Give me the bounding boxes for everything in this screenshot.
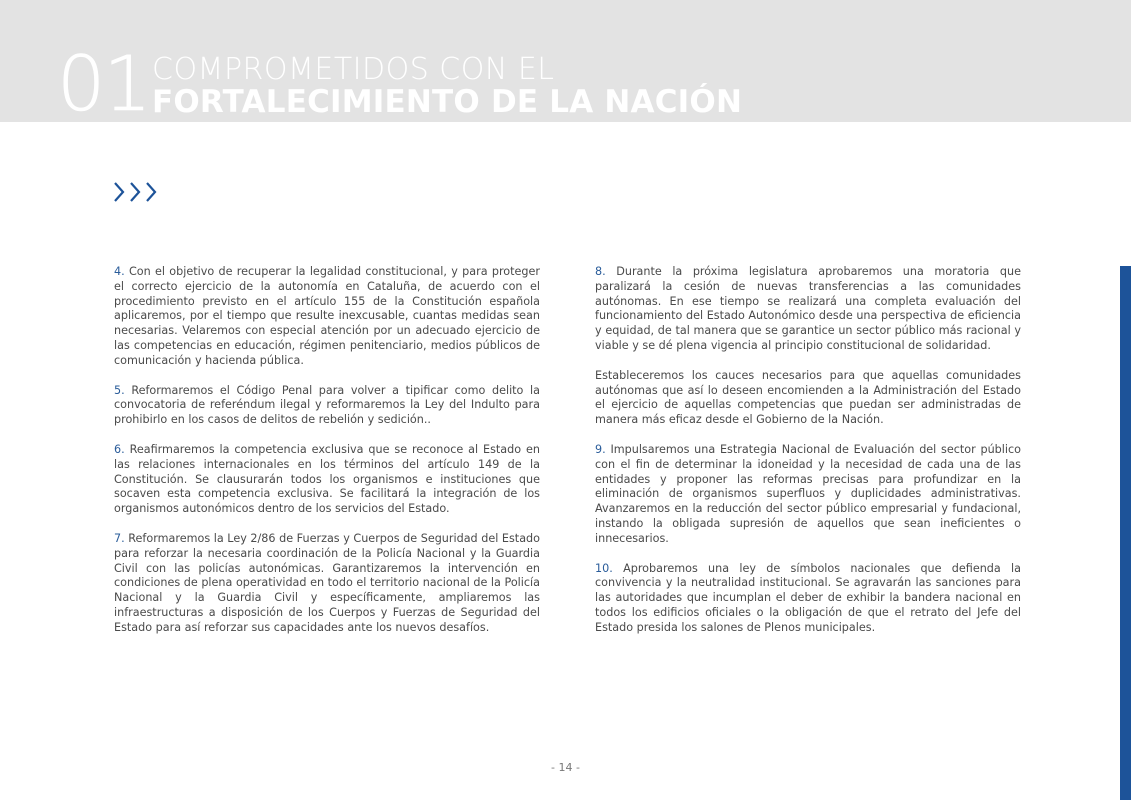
item-number: 9.: [595, 442, 606, 456]
paragraph-text: Estableceremos los cauces necesarios para que aquellas comunidades autónomas que así lo deseen encomienden a la Administración del Estado el ejercicio de aquellas competencias que puedan ser administradas de manera más eficaz desde el Gobierno de la Nación.: [595, 368, 1021, 427]
paragraph-8: [595, 265, 1021, 354]
paragraph-text: Reafirmaremos la competencia exclusiva que se reconoce al Estado en las relaciones internacionales en los términos del artículo 149 de la Constitución. Se clausurarán todos los organismos e instituciones que socaven esta competencia exclusiva. Se facilitará la integración de los organismos autonómicos dentro de los servicios del Estado.: [114, 442, 540, 516]
item-number: 8.: [595, 265, 606, 278]
paragraph-text: Reformaremos la Ley 2/86 de Fuerzas y Cuerpos de Seguridad del Estado para reforzar la necesaria coordinación de la Policía Nacional y la Guardia Civil con las policías autonómicas. Garantizaremos la intervención en condiciones de plena operatividad en todo el territorio nacional de la Policía Nacional y la Guardia Civil y específicamente, ampliaremos las infraestructuras a disposición de los Cuerpos y Fuerzas de Seguridad del Estado para así reforzar sus capacidades ante los nuevos desafíos.: [114, 531, 540, 634]
item-number: 7.: [114, 531, 125, 545]
paragraph-8-continued: [595, 369, 1021, 428]
page-number: - 14 -: [551, 761, 580, 774]
section-title-line2: FORTALECIMIENTO DE LA NACIÓN: [152, 84, 743, 120]
item-number: 4.: [114, 265, 125, 278]
item-number: 10.: [595, 561, 613, 575]
paragraph-text: Con el objetivo de recuperar la legalidad constitucional, y para proteger el correcto ejercicio de la autonomía en Cataluña, de acuerdo con el procedimiento previsto en el artículo 155 de la Constitución española aplicaremos, por el tiempo que resulte inexcusable, cuantas medidas sean necesarias. Velaremos con especial atención por un adecuado ejercicio de las competencias en educación, régimen penitenciario, medios públicos de comunicación y hacienda pública.: [114, 265, 540, 367]
paragraph-text: Reformaremos el Código Penal para volver a tipificar como delito la convocatoria de referéndum ilegal y reformaremos la Ley del Indulto para prohibirlo en los casos de delitos de rebelión y sedición..: [114, 383, 540, 427]
section-title-line1: COMPROMETIDOS CON EL: [152, 52, 555, 87]
header-band: [0, 0, 1131, 128]
paragraph-text: Impulsaremos una Estrategia Nacional de Evaluación del sector público con el fin de determinar la idoneidad y la necesidad de cada una de las entidades y proponer las reformas precisas para profundizar en la eliminación de organismos superfluos y duplicidades administrativas. Avanzaremos en la reducción del sector público empresarial y fundacional, instando la obligada supresión de aquellos que sean ineficientes o innecesarios.: [595, 442, 1021, 545]
section-number: 01: [57, 39, 150, 128]
paragraph-5: [114, 384, 540, 428]
left-column: [114, 265, 540, 651]
paragraph-7: [114, 532, 540, 636]
triple-chevron-right-icon: [113, 180, 163, 204]
paragraph-9: [595, 443, 1021, 547]
paragraph-6: [114, 443, 540, 517]
item-number: 5.: [114, 383, 125, 397]
right-column: [595, 265, 1021, 651]
paragraph-text: Aprobaremos una ley de símbolos nacionales que defienda la convivencia y la neutralidad institucional. Se agravarán las sanciones para las autoridades que incumplan el deber de exhibir la bandera nacional en todos los edificios oficiales o la obligación de que el retrato del Jefe del Estado presida los salones de Plenos municipales.: [595, 561, 1021, 634]
side-accent-bar: [1120, 266, 1131, 800]
paragraph-text: Durante la próxima legislatura aprobaremos una moratoria que paralizará la cesión de nuevas transferencias a las comunidades autónomas. En ese tiempo se realizará una completa evaluación del funcionamiento del Estado Autonómico desde una perspectiva de eficiencia y equidad, de tal manera que se garantice un sector público más racional y viable y se dé plena vigencia al principio constitucional de solidaridad.: [595, 265, 1021, 352]
paragraph-4: [114, 265, 540, 369]
item-number: 6.: [114, 442, 125, 456]
paragraph-10: [595, 562, 1021, 636]
